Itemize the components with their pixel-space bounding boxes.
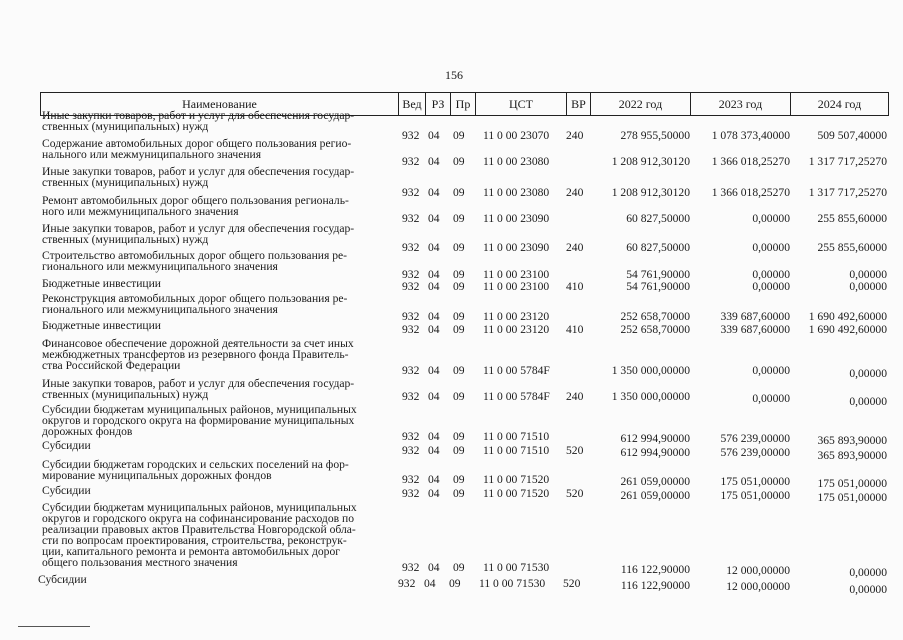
cell-vr: 240: [566, 241, 584, 254]
cell-rz: 04: [428, 186, 440, 199]
cell-2023: 0,00000: [752, 364, 790, 377]
cell-2024: 1 690 492,60000: [808, 310, 887, 323]
header-2023: 2023 год: [718, 97, 763, 111]
cell-2024: 1 317 717,25270: [808, 155, 887, 168]
cell-rz: 04: [428, 129, 440, 142]
cell-ved: 932: [402, 280, 420, 293]
cell-2024: 0,00000: [849, 395, 887, 408]
row-name: Реконструкция автомобильных дорог общего пользования ре- гионального или межмуниципального значения: [42, 292, 348, 316]
cell-2024: 0,00000: [849, 583, 887, 596]
cell-2022: 1 208 912,30120: [611, 155, 690, 168]
cell-2024: 0,00000: [849, 268, 887, 281]
cell-2022: 261 059,00000: [620, 475, 690, 488]
cell-ved: 932: [398, 577, 416, 590]
header-cst: ЦСТ: [509, 97, 533, 111]
cell-pr: 09: [453, 487, 465, 500]
cell-ved: 932: [402, 444, 420, 457]
cell-2023: 0,00000: [752, 280, 790, 293]
cell-rz: 04: [428, 241, 440, 254]
cell-ved: 932: [402, 241, 420, 254]
cell-pr: 09: [453, 473, 465, 486]
cell-rz: 04: [424, 577, 436, 590]
row-name: Иные закупки товаров, работ и услуг для обеспечения государ- ственных (муниципальных) нужд: [42, 109, 355, 133]
cell-vr: 410: [566, 280, 584, 293]
cell-2024: 365 893,90000: [817, 449, 887, 462]
cell-cst: 11 0 00 71530: [483, 561, 550, 574]
page-number: 156: [445, 68, 463, 82]
cell-2022: 252 658,70000: [620, 310, 690, 323]
cell-rz: 04: [428, 280, 440, 293]
cell-rz: 04: [428, 473, 440, 486]
cell-2024: 255 855,60000: [817, 212, 887, 225]
cell-ved: 932: [402, 561, 420, 574]
header-2024: 2024 год: [817, 97, 862, 111]
cell-cst: 11 0 00 23090: [483, 212, 550, 225]
cell-2023: 0,00000: [752, 268, 790, 281]
cell-2024: 0,00000: [849, 367, 887, 380]
cell-rz: 04: [428, 487, 440, 500]
cell-2024: 175 051,00000: [817, 477, 887, 490]
header-2022: 2022 год: [618, 97, 663, 111]
cell-ved: 932: [402, 430, 420, 443]
row-name: Бюджетные инвестиции: [42, 319, 162, 332]
cell-2022: 278 955,50000: [620, 129, 690, 142]
cell-2023: 339 687,60000: [720, 310, 790, 323]
row-name: Субсидии: [42, 439, 91, 452]
cell-2024: 509 507,40000: [817, 129, 887, 142]
cell-2023: 576 239,00000: [720, 446, 790, 459]
cell-ved: 932: [402, 310, 420, 323]
cell-rz: 04: [428, 268, 440, 281]
cell-2023: 12 000,00000: [726, 564, 790, 577]
cell-2023: 1 366 018,25270: [711, 155, 790, 168]
cell-2022: 116 122,90000: [620, 579, 690, 592]
row-name: Иные закупки товаров, работ и услуг для обеспечения государ- ственных (муниципальных) нужд: [42, 222, 355, 246]
header-ved: Вед: [402, 97, 422, 111]
cell-rz: 04: [428, 390, 440, 403]
cell-2024: 0,00000: [849, 566, 887, 579]
row-name: Содержание автомобильных дорог общего пользования регио- нального или межмуниципального значения: [42, 137, 352, 161]
cell-vr: 520: [566, 487, 584, 500]
cell-pr: 09: [453, 561, 465, 574]
row-name: Субсидии: [38, 573, 87, 586]
cell-2022: 612 994,90000: [620, 432, 690, 445]
cell-cst: 11 0 00 23080: [483, 155, 550, 168]
cell-pr: 09: [453, 212, 465, 225]
cell-rz: 04: [428, 212, 440, 225]
cell-ved: 932: [402, 473, 420, 486]
cell-2023: 1 366 018,25270: [711, 186, 790, 199]
cell-pr: 09: [453, 186, 465, 199]
cell-2023: 175 051,00000: [720, 475, 790, 488]
row-name: Бюджетные инвестиции: [42, 277, 162, 290]
cell-2023: 0,00000: [752, 212, 790, 225]
cell-2022: 612 994,90000: [620, 446, 690, 459]
cell-cst: 11 0 00 71520: [483, 487, 550, 500]
cell-cst: 11 0 00 5784F: [483, 364, 550, 377]
cell-2024: 1 317 717,25270: [808, 186, 887, 199]
cell-cst: 11 0 00 23090: [483, 241, 550, 254]
cell-2023: 12 000,00000: [726, 580, 790, 593]
cell-pr: 09: [453, 280, 465, 293]
cell-2023: 175 051,00000: [720, 489, 790, 502]
cell-2024: 365 893,90000: [817, 434, 887, 447]
cell-pr: 09: [453, 310, 465, 323]
cell-cst: 11 0 00 71510: [483, 444, 550, 457]
cell-rz: 04: [428, 310, 440, 323]
cell-cst: 11 0 00 23100: [483, 268, 550, 281]
col-divider: [888, 92, 889, 116]
cell-cst: 11 0 00 23070: [483, 129, 550, 142]
cell-ved: 932: [402, 212, 420, 225]
cell-vr: 410: [566, 323, 584, 336]
cell-2023: 0,00000: [752, 392, 790, 405]
cell-rz: 04: [428, 323, 440, 336]
cell-2022: 116 122,90000: [620, 563, 690, 576]
cell-2022: 54 761,90000: [626, 280, 690, 293]
cell-vr: 240: [566, 390, 584, 403]
cell-2023: 0,00000: [752, 241, 790, 254]
header-top-border: [40, 92, 888, 93]
cell-cst: 11 0 00 23100: [483, 280, 550, 293]
cell-vr: 520: [566, 444, 584, 457]
cell-rz: 04: [428, 444, 440, 457]
row-name: Иные закупки товаров, работ и услуг для обеспечения государ- ственных (муниципальных) нужд: [42, 377, 355, 401]
cell-2023: 339 687,60000: [720, 323, 790, 336]
row-name: Субсидии бюджетам муниципальных районов, муниципальных округов и городского округа на формирование муниципальных дорожных фондов: [42, 403, 357, 438]
cell-rz: 04: [428, 430, 440, 443]
header-name: Наименование: [182, 97, 257, 111]
cell-ved: 932: [402, 268, 420, 281]
row-name: Финансовое обеспечение дорожной деятельности за счет иных межбюджетных трансфертов из резервного фонда Правитель- ства Российской Федерации: [42, 337, 354, 372]
cell-2022: 54 761,90000: [626, 268, 690, 281]
cell-pr: 09: [453, 268, 465, 281]
cell-pr: 09: [453, 323, 465, 336]
cell-pr: 09: [453, 364, 465, 377]
cell-pr: 09: [449, 577, 461, 590]
row-name: Субсидии: [42, 484, 91, 497]
cell-ved: 932: [402, 129, 420, 142]
cell-2024: 255 855,60000: [817, 241, 887, 254]
cell-2024: 175 051,00000: [817, 491, 887, 504]
cell-ved: 932: [402, 186, 420, 199]
cell-cst: 11 0 00 71520: [483, 473, 550, 486]
cell-pr: 09: [453, 129, 465, 142]
row-name: Строительство автомобильных дорог общего пользования ре- гионального или межмуниципального значения: [42, 249, 348, 273]
cell-ved: 932: [402, 390, 420, 403]
cell-ved: 932: [402, 487, 420, 500]
row-name: Иные закупки товаров, работ и услуг для обеспечения государ- ственных (муниципальных) нужд: [42, 165, 355, 189]
cell-2022: 1 350 000,00000: [611, 364, 690, 377]
cell-ved: 932: [402, 155, 420, 168]
row-name: Субсидии бюджетам муниципальных районов, муниципальных округов и городского округа на софинансирование расходов по реализации правовых актов Правительства Новгородской обла- сти по вопросам проектирования, строительства, реконструк- ции, капитального ремонта и ремонта автомобильных дорог общего пользования местного значения: [42, 501, 357, 569]
header-pr: Пр: [455, 97, 471, 111]
cell-2022: 1 350 000,00000: [611, 390, 690, 403]
cell-cst: 11 0 00 71510: [483, 430, 550, 443]
cell-2023: 576 239,00000: [720, 432, 790, 445]
cell-cst: 11 0 00 23120: [483, 310, 550, 323]
cell-vr: 520: [563, 577, 581, 590]
cell-cst: 11 0 00 71530: [479, 577, 546, 590]
cell-ved: 932: [402, 364, 420, 377]
cell-pr: 09: [453, 444, 465, 457]
cell-cst: 11 0 00 23120: [483, 323, 550, 336]
cell-pr: 09: [453, 390, 465, 403]
cell-2023: 1 078 373,40000: [711, 129, 790, 142]
cell-pr: 09: [453, 241, 465, 254]
row-name: Ремонт автомобильных дорог общего пользования региональ- ного или межмуниципального значения: [42, 194, 349, 218]
cell-cst: 11 0 00 5784F: [483, 390, 550, 403]
cell-vr: 240: [566, 186, 584, 199]
cell-rz: 04: [428, 155, 440, 168]
header-rz: РЗ: [431, 97, 445, 111]
cell-2022: 261 059,00000: [620, 489, 690, 502]
cell-2022: 252 658,70000: [620, 323, 690, 336]
cell-cst: 11 0 00 23080: [483, 186, 550, 199]
cell-vr: 240: [566, 129, 584, 142]
cell-ved: 932: [402, 323, 420, 336]
cell-2022: 60 827,50000: [626, 241, 690, 254]
cell-2024: 0,00000: [849, 280, 887, 293]
footnote-divider: [18, 626, 90, 627]
cell-2024: 1 690 492,60000: [808, 323, 887, 336]
cell-rz: 04: [428, 364, 440, 377]
row-name: Субсидии бюджетам городских и сельских поселений на фор- мирование муниципальных дорожных фондов: [42, 458, 349, 482]
cell-2022: 60 827,50000: [626, 212, 690, 225]
cell-2022: 1 208 912,30120: [611, 186, 690, 199]
cell-rz: 04: [428, 561, 440, 574]
cell-pr: 09: [453, 155, 465, 168]
cell-pr: 09: [453, 430, 465, 443]
header-vr: ВР: [571, 97, 586, 111]
